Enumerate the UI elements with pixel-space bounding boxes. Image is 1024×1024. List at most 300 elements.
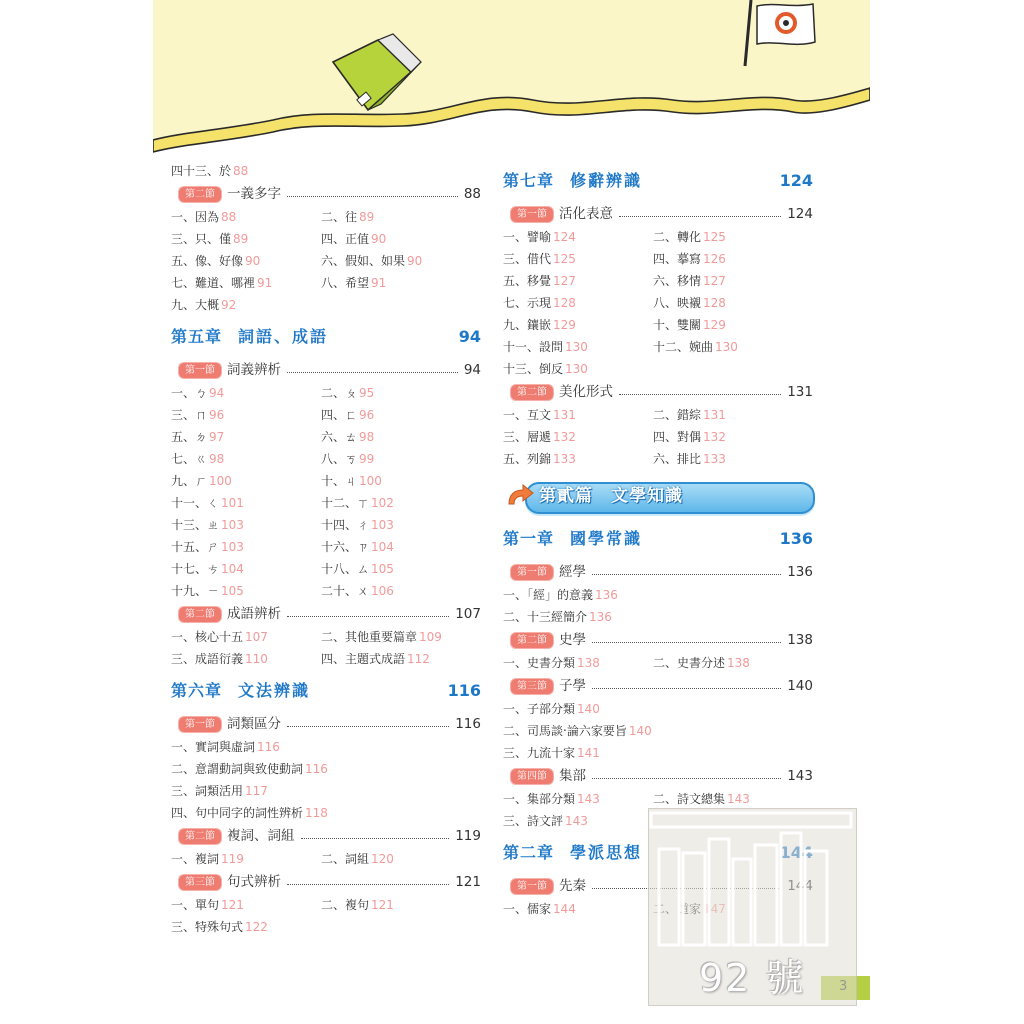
- toc-entry[interactable]: [321, 626, 442, 648]
- toc-entry-label: 一、實詞與虛詞: [171, 740, 256, 754]
- toc-entry[interactable]: [171, 496, 244, 510]
- toc-entry-row: [171, 250, 481, 272]
- toc-chapter[interactable]: [503, 160, 813, 202]
- toc-entry[interactable]: [653, 314, 726, 336]
- toc-entry-page: 116: [257, 740, 280, 754]
- toc-entry[interactable]: [503, 814, 588, 828]
- toc-chapter[interactable]: [503, 518, 813, 560]
- toc-entry-row: [503, 448, 813, 470]
- chapter-title: 文法辨識: [238, 681, 311, 700]
- toc-entry-label: 六、假如、如果: [321, 254, 406, 268]
- toc-entry-row: [171, 758, 481, 780]
- toc-entry[interactable]: [321, 272, 386, 294]
- toc-entry[interactable]: [503, 746, 600, 760]
- toc-entry-label: 三、成語衍義: [171, 652, 244, 666]
- toc-entry[interactable]: [171, 276, 272, 290]
- toc-entry-label: 十九、ㄧ: [171, 584, 220, 598]
- header-banner: [153, 0, 870, 160]
- chapter-page: 136: [779, 529, 813, 548]
- toc-entry-page: 98: [209, 452, 225, 466]
- toc-entry[interactable]: [321, 448, 374, 470]
- toc-entry[interactable]: [321, 648, 430, 670]
- toc-chapter[interactable]: [171, 670, 481, 712]
- toc-section[interactable]: [171, 870, 481, 894]
- toc-entry-row: [503, 292, 813, 314]
- toc-entry-label: 十七、ㄘ: [171, 562, 220, 576]
- toc-entry-row: [171, 426, 481, 448]
- dotted-leader: [287, 372, 458, 373]
- toc-entry-label: 十五、ㄕ: [171, 540, 220, 554]
- toc-entry-label: 五、ㄉ: [171, 430, 208, 444]
- toc-entry-page: 136: [595, 588, 618, 602]
- chapter-title: 國學常識: [570, 529, 643, 548]
- toc-entry-label: 八、映襯: [653, 296, 702, 310]
- section-title: 集部: [559, 768, 586, 784]
- toc-entry-page: 94: [209, 386, 225, 400]
- section-page: 116: [455, 716, 481, 732]
- toc-entry[interactable]: [503, 656, 600, 670]
- toc-entry-row: [171, 470, 481, 492]
- section-badge: 第一節: [511, 565, 553, 580]
- toc-entry-page: 125: [703, 230, 726, 244]
- toc-entry-label: 一、譬喻: [503, 230, 552, 244]
- toc-entry-row: [503, 426, 813, 448]
- toc-entry-page: 128: [703, 296, 726, 310]
- section-title: 一義多字: [227, 186, 281, 202]
- toc-entry-label: 一、複詞: [171, 852, 220, 866]
- toc-entry-page: 90: [371, 232, 387, 246]
- toc-entry-page: 103: [221, 540, 244, 554]
- toc-entry-label: 十三、倒反: [503, 362, 564, 376]
- section-badge: 第四節: [511, 769, 553, 784]
- toc-entry[interactable]: [503, 296, 576, 310]
- toc-section[interactable]: [503, 674, 813, 698]
- section-title: 先秦: [559, 878, 586, 894]
- toc-entry[interactable]: [321, 558, 394, 580]
- toc-entry-label: 五、像、好像: [171, 254, 244, 268]
- toc-entry-label: 七、示現: [503, 296, 552, 310]
- toc-section[interactable]: [171, 358, 481, 382]
- toc-entry-label: 九、ㄏ: [171, 474, 208, 488]
- chapter-number: 第五章: [171, 327, 223, 346]
- toc-entry-row: [503, 336, 813, 358]
- toc-entry-page: 99: [359, 452, 375, 466]
- toc-entry-label: 九、大概: [171, 298, 220, 312]
- toc-entry[interactable]: [321, 426, 374, 448]
- toc-entry-label: 四、摹寫: [653, 252, 702, 266]
- toc-entry-row: [171, 206, 481, 228]
- toc-entry-page: 100: [209, 474, 232, 488]
- toc-entry[interactable]: [321, 206, 374, 228]
- toc-entry-row: [503, 652, 813, 674]
- dotted-leader: [301, 838, 450, 839]
- toc-entry-page: 96: [209, 408, 225, 422]
- toc-section[interactable]: [503, 628, 813, 652]
- toc-entry-page: 118: [305, 806, 328, 820]
- toc-section[interactable]: [503, 764, 813, 788]
- toc-entry[interactable]: [653, 270, 726, 292]
- dotted-leader: [592, 642, 781, 643]
- toc-entry-row: [171, 802, 481, 824]
- toc-entry-label: 三、只、僅: [171, 232, 232, 246]
- toc-entry-row: [171, 558, 481, 580]
- toc-entry-row: [171, 448, 481, 470]
- toc-entry-label: 一、單句: [171, 898, 220, 912]
- toc-entry[interactable]: [653, 226, 726, 248]
- toc-entry[interactable]: [171, 298, 236, 312]
- toc-entry-row: [503, 606, 813, 628]
- dotted-leader: [592, 688, 781, 689]
- section-badge: 第三節: [511, 679, 553, 694]
- section-badge: 第三節: [179, 875, 221, 890]
- toc-entry-page: 136: [589, 610, 612, 624]
- chapter-number: 第二章: [503, 843, 555, 862]
- toc-entry[interactable]: [171, 652, 268, 666]
- toc-entry-row: [171, 626, 481, 648]
- dotted-leader: [619, 216, 781, 217]
- toc-entry-page: 133: [553, 452, 576, 466]
- toc-entry[interactable]: [171, 584, 244, 598]
- section-page: 143: [787, 768, 813, 784]
- toc-entry[interactable]: [171, 762, 328, 776]
- toc-entry-label: 五、移覺: [503, 274, 552, 288]
- toc-entry[interactable]: [171, 540, 244, 554]
- toc-entry-page: 109: [419, 630, 442, 644]
- toc-entry-label: 七、難道、哪裡: [171, 276, 256, 290]
- toc-entry-label: 三、詩文評: [503, 814, 564, 828]
- section-title: 經學: [559, 564, 586, 580]
- toc-entry[interactable]: [503, 408, 576, 422]
- section-page: 140: [787, 678, 813, 694]
- toc-entry[interactable]: [171, 806, 328, 820]
- toc-entry-page: 91: [371, 276, 387, 290]
- toc-entry[interactable]: [171, 740, 280, 754]
- section-badge: 第二節: [511, 633, 553, 648]
- toc-entry-page: 131: [703, 408, 726, 422]
- toc-chapter[interactable]: [171, 316, 481, 358]
- toc-entry[interactable]: [171, 898, 244, 912]
- chapter-number: 第一章: [503, 529, 555, 548]
- toc-entry[interactable]: [171, 852, 244, 866]
- toc-entry-page: 104: [371, 540, 394, 554]
- toc-entry[interactable]: [503, 230, 576, 244]
- toc-entry[interactable]: [321, 470, 382, 492]
- toc-entry-label: 三、九流十家: [503, 746, 576, 760]
- toc-entry[interactable]: [653, 788, 750, 810]
- toc-entry-row: [171, 382, 481, 404]
- section-page: 131: [787, 384, 813, 400]
- toc-entry[interactable]: [321, 250, 422, 272]
- toc-entry-label: 十一、設問: [503, 340, 564, 354]
- toc-entry[interactable]: [171, 474, 232, 488]
- toc-entry-page: 130: [565, 362, 588, 376]
- toc-entry-label: 一、集部分類: [503, 792, 576, 806]
- toc-entry[interactable]: [321, 894, 394, 916]
- toc-entry-page: 97: [209, 430, 225, 444]
- section-badge: 第二節: [179, 829, 221, 844]
- toc-entry-label: 四、句中同字的詞性辨析: [171, 806, 304, 820]
- toc-entry[interactable]: [171, 210, 236, 224]
- toc-entry[interactable]: [503, 430, 576, 444]
- toc-entry[interactable]: [171, 430, 224, 444]
- section-badge: 第一節: [179, 363, 221, 378]
- chapter-page: 124: [779, 171, 813, 190]
- toc-entry-row: [171, 536, 481, 558]
- toc-entry-page: 140: [577, 702, 600, 716]
- toc-section[interactable]: [503, 380, 813, 404]
- toc-entry-page: 103: [221, 518, 244, 532]
- toc-entry-label: 十、雙關: [653, 318, 702, 332]
- toc-entry-label: 一、「經」的意義: [503, 588, 594, 602]
- section-title: 史學: [559, 632, 586, 648]
- section-page: 136: [787, 564, 813, 580]
- section-page: 107: [455, 606, 481, 622]
- toc-section[interactable]: [503, 202, 813, 226]
- toc-entry-row: [171, 492, 481, 514]
- toc-entry-label: 二、轉化: [653, 230, 702, 244]
- toc-entry[interactable]: [321, 514, 394, 536]
- toc-entry-label: 一、子部分類: [503, 702, 576, 716]
- toc-entry[interactable]: [503, 362, 588, 376]
- toc-entry[interactable]: [503, 588, 618, 602]
- toc-entry-page: 131: [553, 408, 576, 422]
- toc-entry[interactable]: [171, 254, 260, 268]
- toc-entry-label: 二、史書分述: [653, 656, 726, 670]
- toc-entry[interactable]: [653, 652, 750, 674]
- toc-entry-label: 三、特殊句式: [171, 920, 244, 934]
- toc-entry-page: 143: [727, 792, 750, 806]
- toc-entry-label: 四、主題式成語: [321, 652, 406, 666]
- chapter-number: 第七章: [503, 171, 555, 190]
- dotted-leader: [592, 778, 781, 779]
- toc-entry-page: 88: [233, 164, 249, 178]
- toc-entry-label: 一、核心十五: [171, 630, 244, 644]
- toc-entry[interactable]: [171, 408, 224, 422]
- toc-entry[interactable]: [171, 164, 248, 178]
- toc-entry[interactable]: [503, 318, 576, 332]
- toc-entry-page: 102: [371, 496, 394, 510]
- section-page: 88: [463, 186, 481, 202]
- toc-entry-page: 100: [359, 474, 382, 488]
- section-badge: 第二節: [179, 607, 221, 622]
- toc-entry-label: 二、詩文總集: [653, 792, 726, 806]
- section-title: 詞類區分: [227, 716, 281, 732]
- toc-entry[interactable]: [503, 252, 576, 266]
- toc-entry-label: 六、移情: [653, 274, 702, 288]
- toc-entry-page: 119: [221, 852, 244, 866]
- toc-entry-page: 133: [703, 452, 726, 466]
- toc-entry[interactable]: [321, 536, 394, 558]
- toc-entry-label: 一、ㄅ: [171, 386, 208, 400]
- toc-entry-row: [171, 160, 481, 182]
- toc-entry-label: 九、鑲嵌: [503, 318, 552, 332]
- chapter-page: 116: [447, 681, 481, 700]
- toc-entry-page: 89: [233, 232, 249, 246]
- toc-entry[interactable]: [653, 448, 726, 470]
- chapter-page: 94: [458, 327, 481, 346]
- seller-watermark: [648, 808, 857, 1006]
- toc-entry[interactable]: [653, 404, 726, 426]
- toc-entry-label: 一、史書分類: [503, 656, 576, 670]
- toc-entry-row: [503, 698, 813, 720]
- toc-entry-page: 127: [703, 274, 726, 288]
- toc-entry-row: [503, 788, 813, 810]
- toc-entry-page: 104: [221, 562, 244, 576]
- dotted-leader: [287, 616, 449, 617]
- dotted-leader: [287, 726, 449, 727]
- toc-entry[interactable]: [503, 340, 588, 354]
- toc-entry-label: 二、ㄆ: [321, 386, 358, 400]
- toc-entry-label: 四、對偶: [653, 430, 702, 444]
- toc-entry[interactable]: [503, 452, 576, 466]
- toc-entry[interactable]: [321, 404, 374, 426]
- toc-entry-label: 二、複句: [321, 898, 370, 912]
- toc-entry-page: 144: [553, 902, 576, 916]
- toc-entry-label: 十二、ㄒ: [321, 496, 370, 510]
- toc-entry-label: 三、ㄇ: [171, 408, 208, 422]
- toc-entry[interactable]: [653, 248, 726, 270]
- toc-entry-row: [171, 848, 481, 870]
- toc-entry[interactable]: [321, 580, 394, 602]
- section-page: 124: [787, 206, 813, 222]
- toc-entry-row: [171, 648, 481, 670]
- toc-entry-label: 三、借代: [503, 252, 552, 266]
- toc-entry-row: [171, 272, 481, 294]
- section-title: 句式辨析: [227, 874, 281, 890]
- toc-part-banner[interactable]: [503, 476, 813, 518]
- toc-entry-label: 二、往: [321, 210, 358, 224]
- toc-entry[interactable]: [503, 902, 576, 916]
- section-title: 美化形式: [559, 384, 613, 400]
- toc-entry-row: [171, 514, 481, 536]
- toc-entry-page: 95: [359, 386, 375, 400]
- toc-entry-row: [171, 580, 481, 602]
- toc-entry[interactable]: [171, 518, 244, 532]
- toc-entry-label: 二、其他重要篇章: [321, 630, 418, 644]
- toc-entry[interactable]: [321, 848, 394, 870]
- dotted-leader: [287, 196, 458, 197]
- toc-entry-page: 129: [703, 318, 726, 332]
- toc-entry-page: 130: [715, 340, 738, 354]
- chapter-title: 學派思想: [570, 843, 643, 862]
- toc-entry[interactable]: [503, 792, 600, 806]
- watermark-text: 92 號: [699, 956, 806, 1000]
- toc-entry-page: 140: [628, 724, 652, 738]
- toc-entry-label: 十、ㄐ: [321, 474, 358, 488]
- toc-entry-row: [503, 404, 813, 426]
- section-badge: 第一節: [179, 717, 221, 732]
- toc-section[interactable]: [171, 712, 481, 736]
- toc-entry-page: 105: [371, 562, 394, 576]
- section-title: 複詞、詞組: [227, 828, 295, 844]
- toc-entry-page: 90: [407, 254, 423, 268]
- toc-entry-page: 110: [245, 652, 268, 666]
- toc-entry[interactable]: [321, 382, 374, 404]
- toc-entry[interactable]: [171, 630, 268, 644]
- toc-entry-page: 106: [371, 584, 394, 598]
- toc-entry-page: 143: [565, 814, 588, 828]
- toc-entry-label: 六、排比: [653, 452, 702, 466]
- section-page: 119: [455, 828, 481, 844]
- toc-entry[interactable]: [171, 452, 224, 466]
- toc-entry-page: 128: [553, 296, 576, 310]
- toc-entry[interactable]: [503, 724, 652, 738]
- toc-entry-label: 十六、ㄗ: [321, 540, 370, 554]
- toc-entry-page: 121: [371, 898, 394, 912]
- toc-entry[interactable]: [503, 274, 576, 288]
- toc-entry-label: 二、錯綜: [653, 408, 702, 422]
- toc-section[interactable]: [503, 560, 813, 584]
- toc-entry-label: 六、ㄊ: [321, 430, 358, 444]
- toc-entry-label: 四、ㄈ: [321, 408, 358, 422]
- toc-entry[interactable]: [321, 492, 394, 514]
- toc-entry-label: 十四、ㄔ: [321, 518, 370, 532]
- toc-entry-page: 126: [703, 252, 726, 266]
- toc-entry-row: [503, 314, 813, 336]
- chapter-title: 修辭辨識: [570, 171, 643, 190]
- toc-entry-label: 二十、ㄨ: [321, 584, 370, 598]
- section-title: 詞義辨析: [227, 362, 281, 378]
- toc-entry[interactable]: [503, 702, 600, 716]
- toc-entry-page: 117: [245, 784, 268, 798]
- toc-entry[interactable]: [171, 920, 268, 934]
- part-title: 第貳篇 文學知識: [539, 486, 683, 506]
- toc-entry[interactable]: [653, 426, 726, 448]
- toc-entry-page: 103: [371, 518, 394, 532]
- toc-entry-label: 一、儒家: [503, 902, 552, 916]
- toc-entry-page: 125: [553, 252, 576, 266]
- toc-entry-page: 121: [221, 898, 244, 912]
- section-page: 94: [463, 362, 481, 378]
- toc-entry-row: [171, 294, 481, 316]
- toc-entry[interactable]: [653, 336, 738, 358]
- chapter-title: 詞語、成語: [238, 327, 329, 346]
- toc-entry[interactable]: [171, 562, 244, 576]
- toc-entry[interactable]: [171, 784, 268, 798]
- dotted-leader: [287, 884, 449, 885]
- toc-entry[interactable]: [503, 610, 612, 624]
- toc-entry-page: 116: [305, 762, 328, 776]
- toc-entry[interactable]: [171, 232, 248, 246]
- chapter-number: 第六章: [171, 681, 223, 700]
- section-title: 成語辨析: [227, 606, 281, 622]
- toc-section[interactable]: [171, 824, 481, 848]
- toc-entry-label: 四、正值: [321, 232, 370, 246]
- toc-entry-page: 138: [577, 656, 600, 670]
- toc-entry-label: 十二、婉曲: [653, 340, 714, 354]
- toc-entry-label: 四十三、於: [171, 164, 232, 178]
- toc-section[interactable]: [171, 602, 481, 626]
- toc-entry-row: [503, 720, 813, 742]
- toc-entry[interactable]: [171, 386, 224, 400]
- toc-right-column: [503, 160, 813, 920]
- toc-entry-page: 105: [221, 584, 244, 598]
- section-badge: 第二節: [511, 385, 553, 400]
- toc-entry-page: 107: [245, 630, 268, 644]
- toc-entry-row: [503, 584, 813, 606]
- toc-entry-page: 129: [553, 318, 576, 332]
- toc-entry-page: 122: [245, 920, 268, 934]
- toc-entry[interactable]: [653, 292, 726, 314]
- toc-entry-page: 120: [371, 852, 394, 866]
- toc-entry[interactable]: [321, 228, 386, 250]
- toc-section[interactable]: [171, 182, 481, 206]
- toc-entry-page: 91: [257, 276, 273, 290]
- toc-entry-label: 五、列錦: [503, 452, 552, 466]
- toc-entry-page: 143: [577, 792, 600, 806]
- dotted-leader: [592, 574, 781, 575]
- toc-entry-page: 112: [407, 652, 430, 666]
